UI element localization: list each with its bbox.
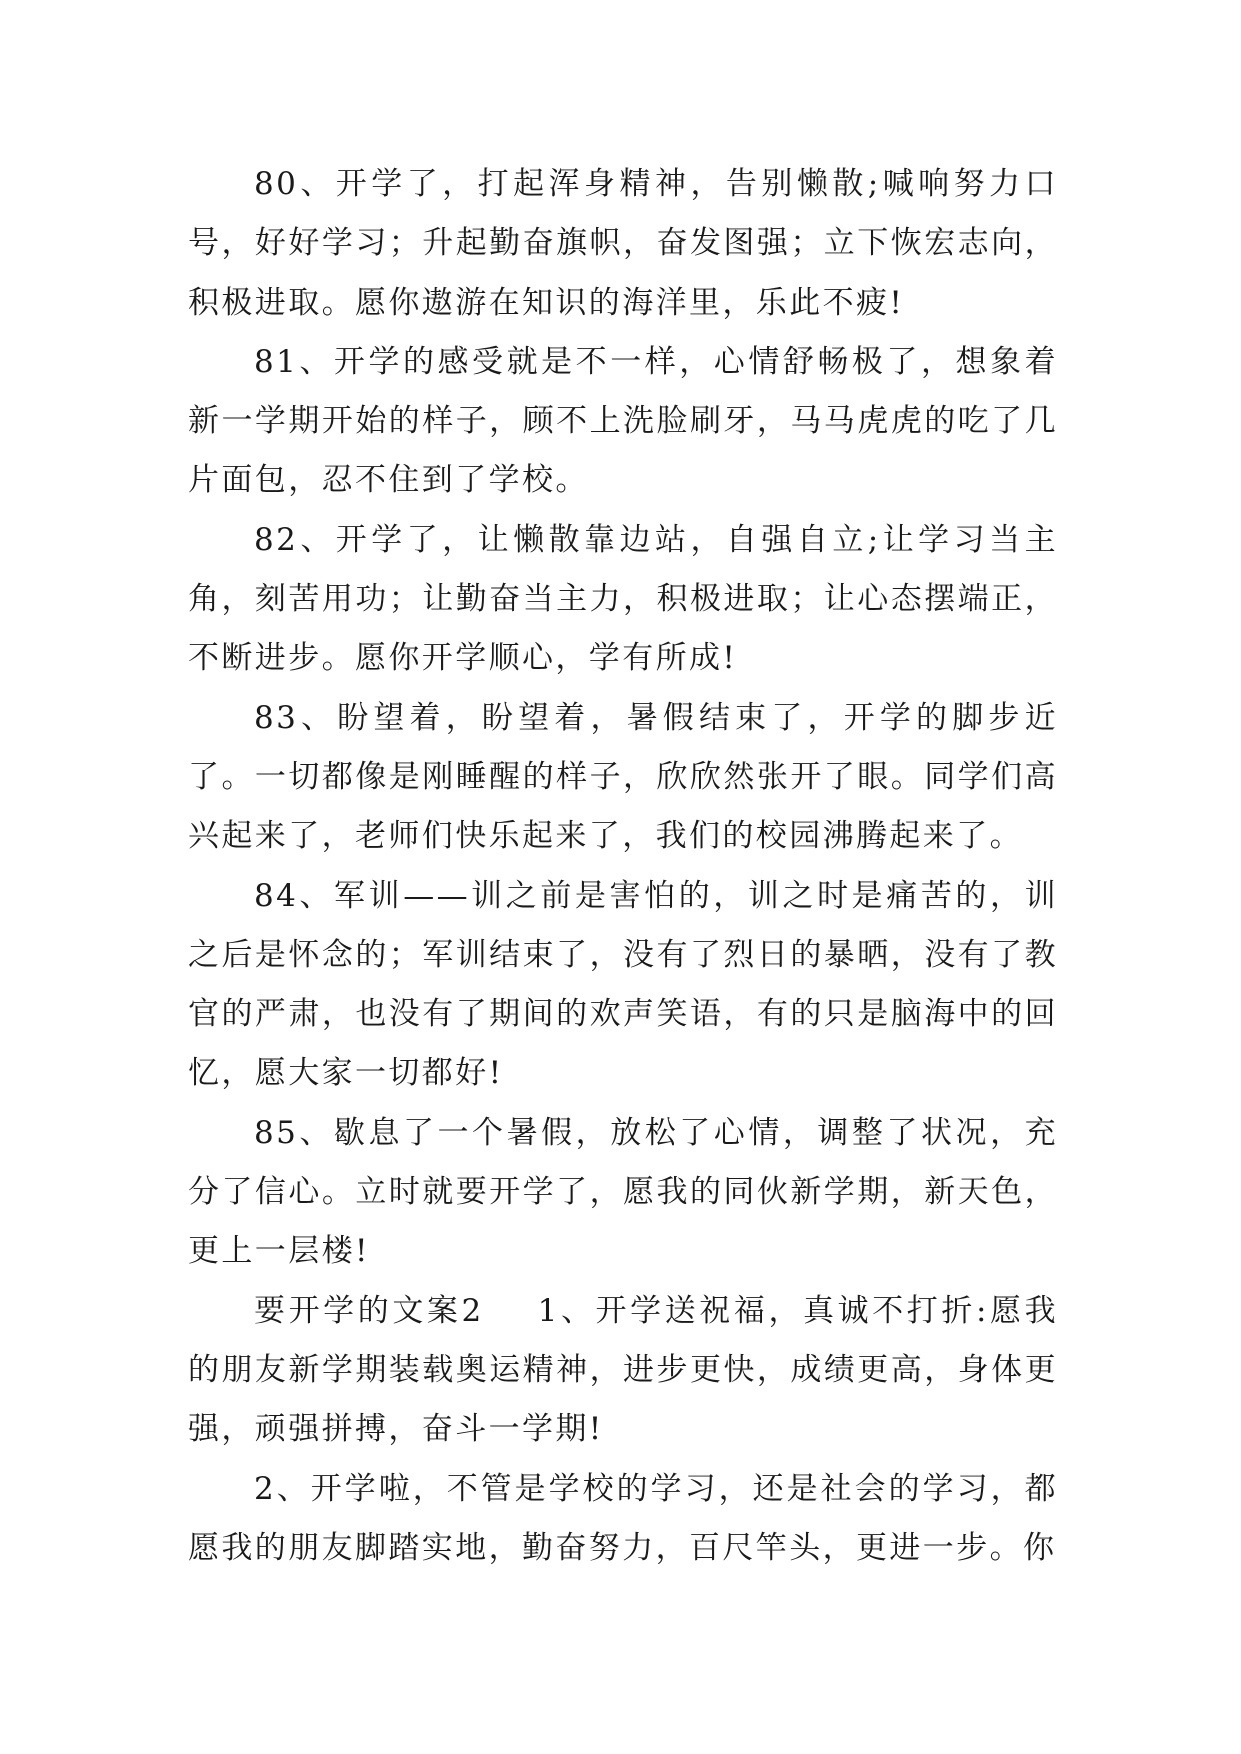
paragraph-83-text: 83、盼望着，盼望着，暑假结束了，开学的脚步近了。一切都像是刚睡醒的样子，欣欣然张开了眼。同学们高兴起来了，老师们快乐起来了，我们的校园沸腾起来了。 <box>188 699 1058 855</box>
paragraph-85 <box>188 1104 1058 1282</box>
paragraph-2-text: 2、开学啦，不管是学校的学习，还是社会的学习，都愿我的朋友脚踏实地，勤奋努力，百尺竿头，更进一步。你 <box>188 1470 1058 1566</box>
document-body <box>188 155 1058 1578</box>
paragraph-83 <box>188 689 1058 867</box>
paragraph-82 <box>188 511 1058 689</box>
paragraph-81-text: 81、开学的感受就是不一样，心情舒畅极了，想象着新一学期开始的样子，顾不上洗脸刷牙，马马虎虎的吃了几片面包，忍不住到了学校。 <box>188 343 1058 499</box>
paragraph-85-text: 85、歇息了一个暑假，放松了心情，调整了状况，充分了信心。立时就要开学了，愿我的同伙新学期，新天色，更上一层楼! <box>188 1114 1058 1270</box>
paragraph-82-text: 82、开学了，让懒散靠边站，自强自立;让学习当主角，刻苦用功；让勤奋当主力，积极进取；让心态摆端正，不断进步。愿你开学顺心，学有所成! <box>188 521 1058 677</box>
paragraph-80 <box>188 155 1058 333</box>
section-heading: 要开学的文案2 <box>254 1292 484 1329</box>
paragraph-81 <box>188 333 1058 511</box>
paragraph-section-2-text: 1、开学送祝福，真诚不打折:愿我的朋友新学期装载奥运精神，进步更快，成绩更高，身体更强，顽强拼搏，奋斗一学期! <box>188 1292 1058 1448</box>
paragraph-84 <box>188 867 1058 1104</box>
paragraph-80-text: 80、开学了，打起浑身精神，告别懒散;喊响努力口号，好好学习；升起勤奋旗帜，奋发图强；立下恢宏志向，积极进取。愿你遨游在知识的海洋里，乐此不疲! <box>188 166 1058 321</box>
paragraph-2 <box>188 1460 1058 1579</box>
paragraph-section-2 <box>188 1282 1058 1460</box>
paragraph-84-text: 84、军训——训之前是害怕的，训之时是痛苦的，训之后是怀念的；军训结束了，没有了烈日的暴晒，没有了教官的严肃，也没有了期间的欢声笑语，有的只是脑海中的回忆，愿大家一切都好! <box>188 877 1058 1092</box>
